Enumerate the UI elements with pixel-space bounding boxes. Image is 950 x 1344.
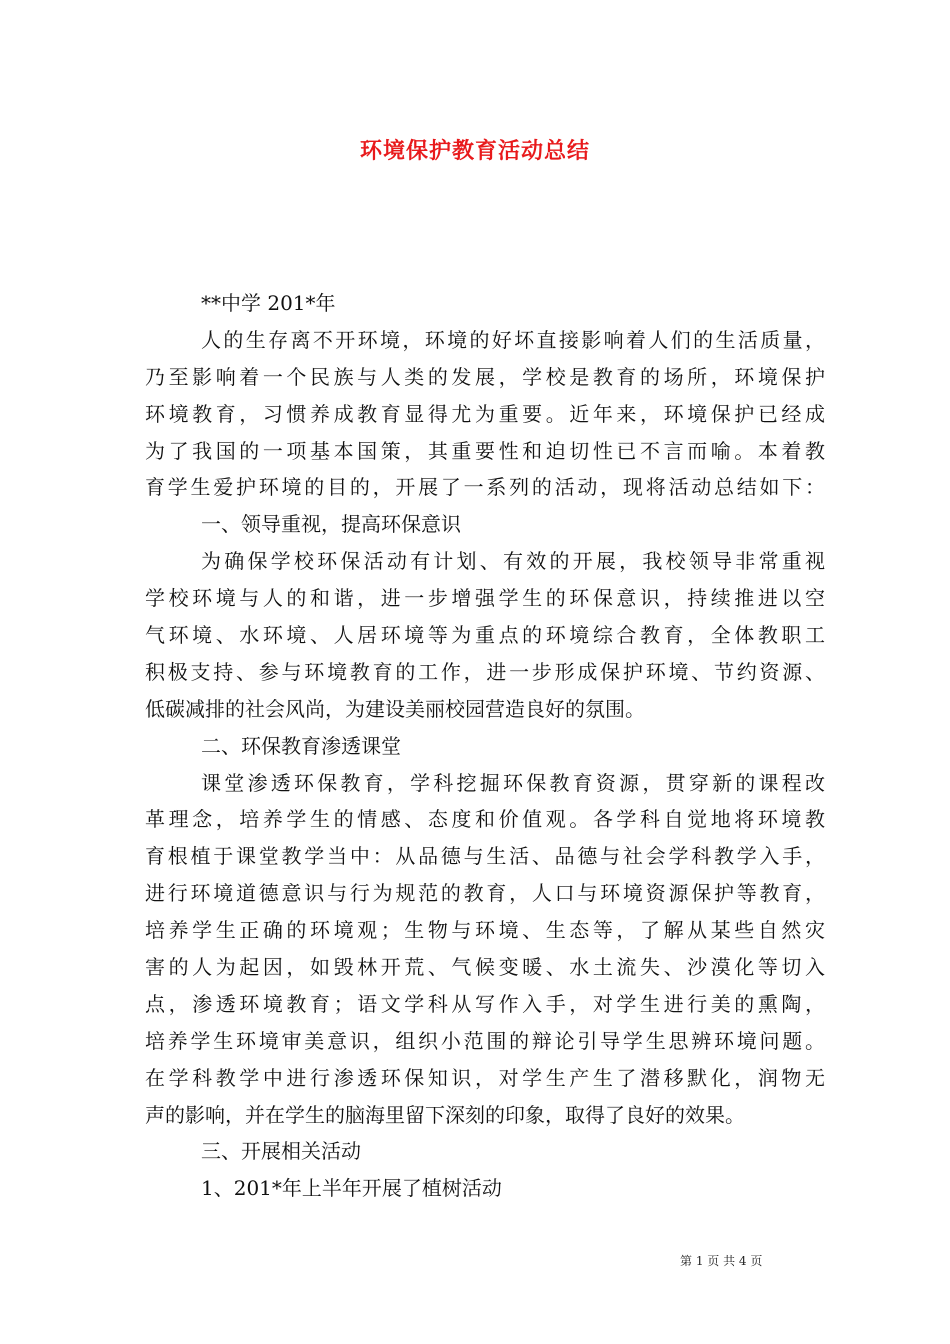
paragraph-line: 课堂渗透环保教育，学科挖掘环保教育资源，贯穿新的课程改: [201, 770, 825, 795]
paragraph-line: 点，渗透环境教育；语文学科从写作入手，对学生进行美的熏陶，: [145, 991, 825, 1016]
document-title: 环境保护教育活动总结: [359, 138, 590, 164]
paragraph-line: 培养学生环境审美意识，组织小范围的辩论引导学生思辨环境问题。: [145, 1028, 825, 1053]
byline: **中学 201*年: [201, 291, 336, 315]
list-item: 1、201*年上半年开展了植树活动: [201, 1176, 502, 1201]
page-indicator: 第 1 页 共 4 页: [680, 1254, 763, 1268]
paragraph-line: 害的人为起因，如毁林开荒、气候变暖、水土流失、沙漠化等切入: [145, 955, 825, 980]
paragraph-line: 为确保学校环保活动有计划、有效的开展，我校领导非常重视: [201, 549, 825, 574]
paragraph-line: 声的影响，并在学生的脑海里留下深刻的印象，取得了良好的效果。: [145, 1102, 745, 1127]
paragraph-line: 进行环境道德意识与行为规范的教育，人口与环境资源保护等教育，: [145, 881, 825, 906]
paragraph-line: 育学生爱护环境的目的，开展了一系列的活动，现将活动总结如下：: [145, 475, 825, 500]
paragraph-line: 积极支持、参与环境教育的工作，进一步形成保护环境、节约资源、: [145, 659, 825, 684]
paragraph-line: 为了我国的一项基本国策，其重要性和迫切性已不言而喻。本着教: [145, 438, 825, 463]
paragraph-line: 学校环境与人的和谐，进一步增强学生的环保意识，持续推进以空: [145, 586, 825, 611]
paragraph-line: 人的生存离不开环境，环境的好坏直接影响着人们的生活质量，: [201, 327, 825, 352]
section-heading: 二、环保教育渗透课堂: [201, 733, 401, 758]
paragraph-line: 环境教育，习惯养成教育显得尤为重要。近年来，环境保护已经成: [145, 401, 825, 426]
paragraph-line: 培养学生正确的环境观；生物与环境、生态等，了解从某些自然灾: [145, 918, 825, 943]
paragraph-line: 育根植于课堂教学当中：从品德与生活、品德与社会学科教学入手，: [145, 844, 825, 869]
paragraph-line: 在学科教学中进行渗透环保知识，对学生产生了潜移默化，润物无: [145, 1065, 825, 1090]
document-body: [145, 285, 825, 1207]
paragraph-line: 革理念，培养学生的情感、态度和价值观。各学科自觉地将环境教: [145, 807, 825, 832]
paragraph-line: 气环境、水环境、人居环境等为重点的环境综合教育，全体教职工: [145, 623, 825, 648]
paragraph-line: 低碳减排的社会风尚，为建设美丽校园营造良好的氛围。: [145, 696, 645, 721]
paragraph-line: 乃至影响着一个民族与人类的发展，学校是教育的场所，环境保护: [145, 364, 825, 389]
section-heading: 三、开展相关活动: [201, 1139, 361, 1164]
section-heading: 一、领导重视，提高环保意识: [201, 512, 461, 537]
